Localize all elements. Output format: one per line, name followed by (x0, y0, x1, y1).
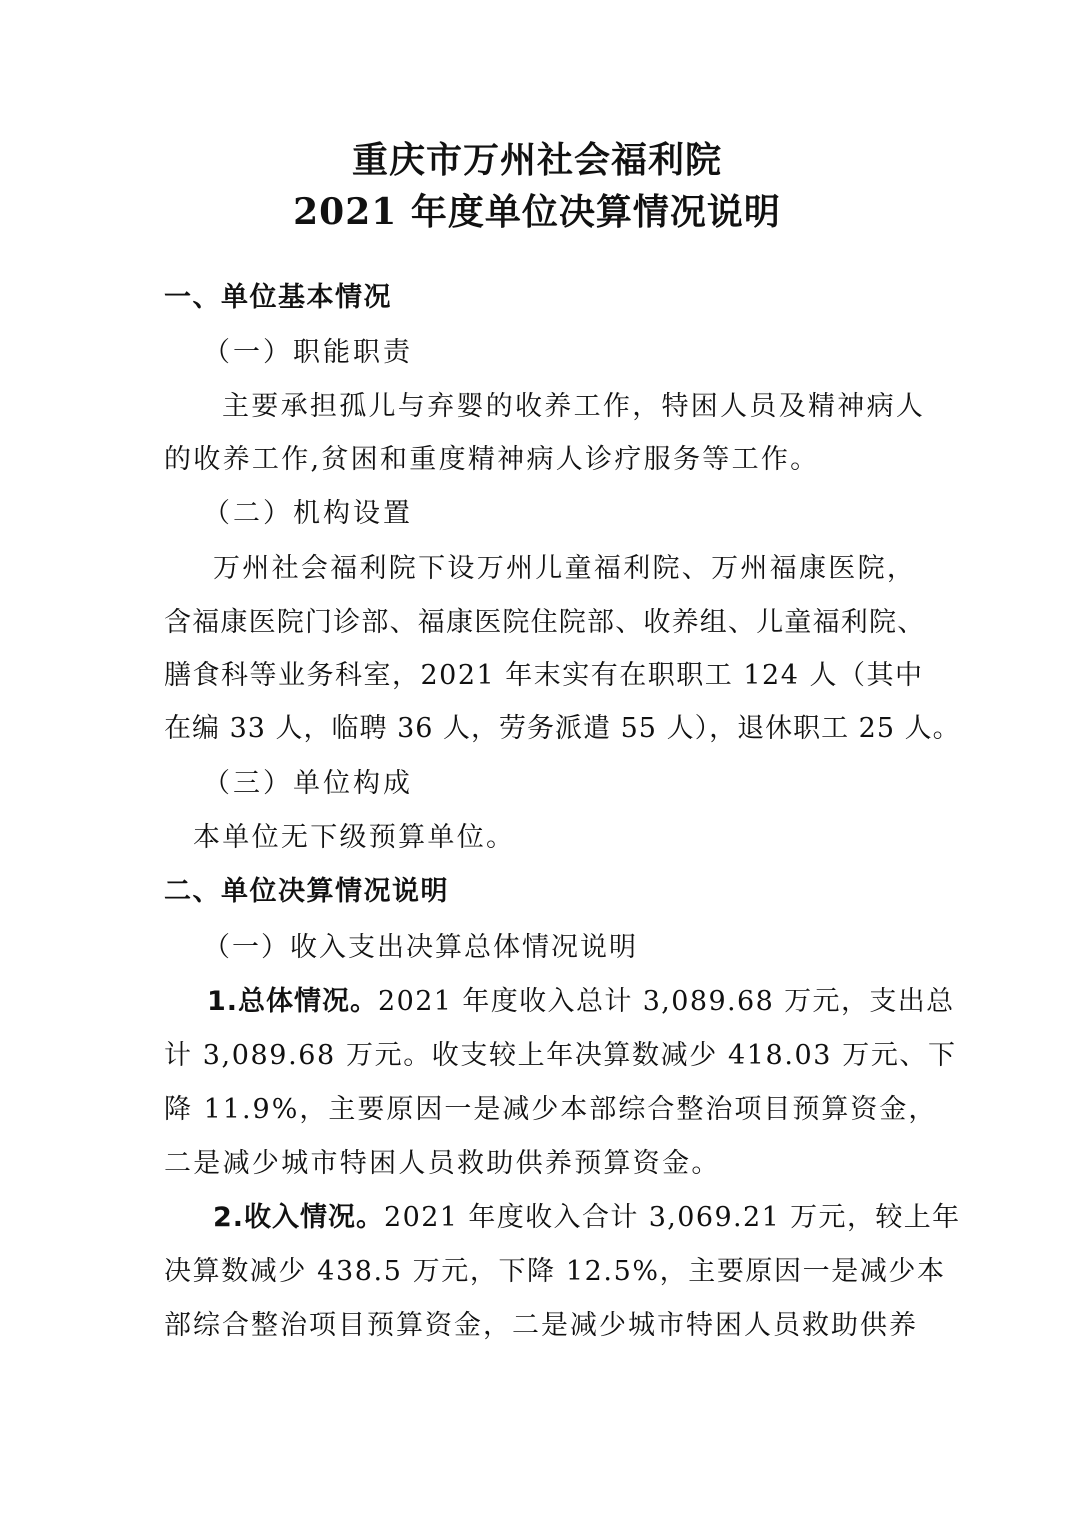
paragraph-line (207, 982, 955, 1022)
paragraph-line: 膳食科等业务科室，2021 年末实有在职职工 124 人（其中 (164, 660, 924, 691)
paragraph-line: 本单位无下级预算单位。 (193, 822, 516, 853)
section-1-sub-3-heading: （三）单位构成 (203, 768, 413, 799)
section-1-sub-2-heading: （二）机构设置 (203, 498, 413, 529)
section-1-sub-1-heading: （一）职能职责 (203, 337, 413, 368)
section-2-sub-1-heading: （一）收入支出决算总体情况说明 (203, 932, 638, 963)
paragraph-line: 的收养工作,贫困和重度精神病人诊疗服务等工作。 (164, 444, 820, 475)
paragraph-line: 决算数减少 438.5 万元，下降 12.5%，主要原因一是减少本 (164, 1256, 946, 1287)
paragraph-line: 主要承担孤儿与弃婴的收养工作，特困人员及精神病人 (222, 391, 926, 422)
paragraph-lead: 2.收入情况。 (213, 1202, 385, 1233)
document-title-line-1: 重庆市万州社会福利院 (351, 139, 722, 181)
paragraph-line: 计 3,089.68 万元。收支较上年决算数减少 418.03 万元、下 (164, 1040, 957, 1071)
paragraph-line: 在编 33 人，临聘 36 人，劳务派遣 55 人），退休职工 25 人。 (164, 713, 961, 744)
paragraph-line: 部综合整治项目预算资金，二是减少城市特困人员救助供养 (164, 1310, 918, 1341)
paragraph-text: 2021 年度收入总计 3,089.68 万元，支出总 (378, 986, 955, 1017)
section-2-heading: 二、单位决算情况说明 (164, 876, 449, 907)
paragraph-lead: 1.总体情况。 (207, 986, 379, 1017)
section-1-heading: 一、单位基本情况 (164, 282, 392, 313)
paragraph-line: 含福康医院门诊部、福康医院住院部、收养组、儿童福利院、 (164, 607, 926, 638)
paragraph-line: 二是减少城市特困人员救助供养预算资金。 (164, 1148, 721, 1179)
document-title-line-2: 2021 年度单位决算情况说明 (293, 191, 781, 233)
paragraph-line: 万州社会福利院下设万州儿童福利院、万州福康医院， (213, 553, 917, 584)
paragraph-line: 降 11.9%，主要原因一是减少本部综合整治项目预算资金， (164, 1094, 938, 1125)
paragraph-line (213, 1198, 961, 1238)
paragraph-text: 2021 年度收入合计 3,069.21 万元，较上年 (384, 1202, 961, 1233)
